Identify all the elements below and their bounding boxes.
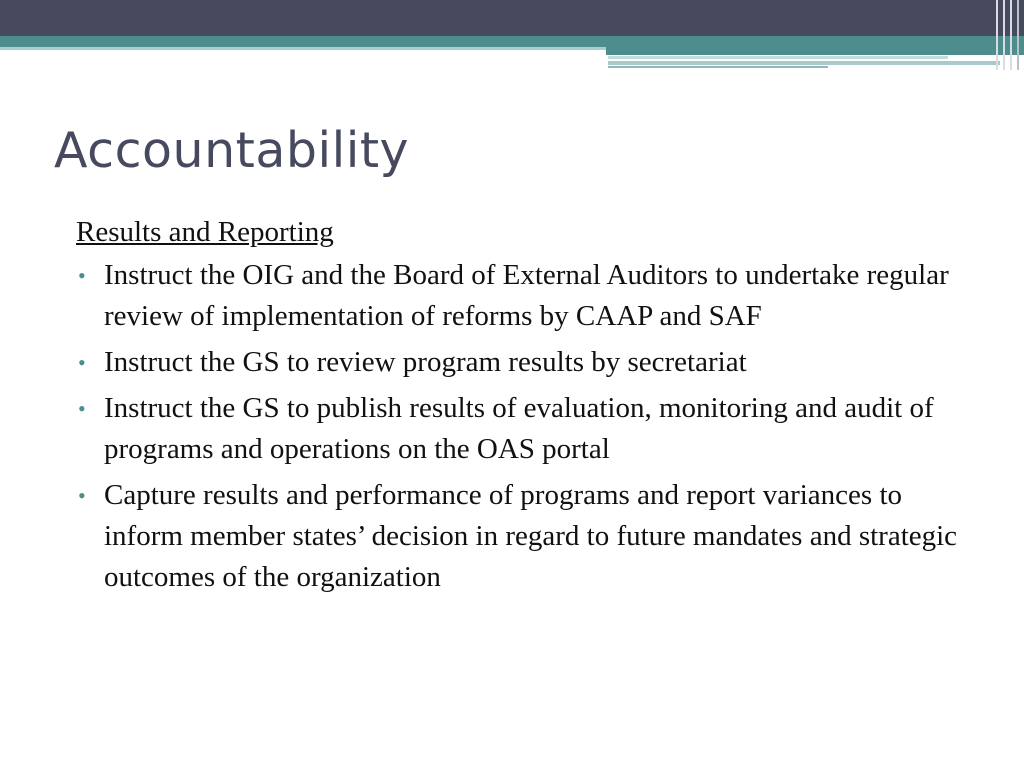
header-band-dark	[0, 0, 1024, 36]
header-stripe	[608, 61, 1000, 65]
bullet-item	[76, 388, 986, 470]
header-vertical-bar	[1003, 0, 1005, 70]
bullet-text: Instruct the OIG and the Board of External Auditors to undertake regular review of implementation of reforms by CAAP and SAF	[104, 259, 949, 332]
bullet-text: Instruct the GS to publish results of evaluation, monitoring and audit of programs and operations on the OAS portal	[104, 392, 934, 465]
bullet-text: Capture results and performance of programs and report variances to inform member states’ decision in regard to future mandates and strategic outcomes of the organization	[104, 479, 958, 593]
header-vertical-bar	[996, 0, 998, 70]
header-vertical-bar	[1010, 0, 1012, 70]
slide-body	[76, 212, 986, 603]
header-stripe	[608, 56, 948, 59]
header-band-light	[0, 47, 606, 50]
bullet-icon: •	[78, 263, 86, 288]
header-vertical-bar	[1017, 0, 1019, 70]
bullet-text: Instruct the GS to review program results by secretariat	[104, 346, 747, 378]
bullet-list	[76, 255, 986, 598]
bullet-icon: •	[78, 396, 86, 421]
bullet-icon: •	[78, 483, 86, 508]
bullet-item	[76, 342, 986, 383]
bullet-icon: •	[78, 350, 86, 375]
header-band-right-block	[606, 47, 1024, 55]
header-band-teal	[0, 36, 1024, 47]
subheading: Results and Reporting	[76, 216, 334, 248]
bullet-item	[76, 255, 986, 337]
header-stripe	[608, 66, 828, 68]
bullet-item	[76, 475, 986, 598]
slide-title: Accountability	[54, 122, 410, 179]
